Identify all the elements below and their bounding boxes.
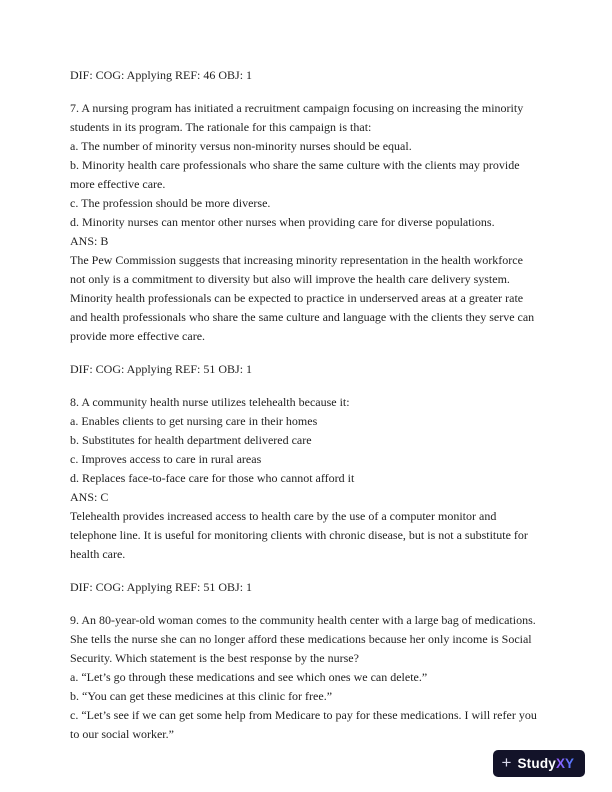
question-7-option-d: d. Minority nurses can mentor other nurses when providing care for diverse populations.: [70, 215, 495, 229]
page-content: [70, 66, 541, 744]
plus-icon: +: [501, 753, 512, 772]
question-7-answer: ANS: B: [70, 234, 109, 248]
question-8-option-a: a. Enables clients to get nursing care in their homes: [70, 414, 318, 428]
question-9-option-a: a. “Let’s go through these medications and see which ones we can delete.”: [70, 670, 428, 684]
question-8-option-c: c. Improves access to care in rural areas: [70, 452, 262, 466]
question-9-stem: 9. An 80-year-old woman comes to the community health center with a large bag of medications. She tells the nurse she can no longer afford these medications because her only income is Social Security. Which statement is the best response by the nurse?: [70, 613, 536, 665]
question-9-option-b: b. “You can get these medicines at this clinic for free.”: [70, 689, 333, 703]
brand-xy-text: XY: [555, 755, 574, 771]
dif-ref-line-2: DIF: COG: Applying REF: 51 OBJ: 1: [70, 362, 253, 376]
studyxy-logo: [493, 750, 585, 777]
question-9: [70, 611, 541, 744]
question-7: [70, 99, 541, 346]
dif-ref-line-1: DIF: COG: Applying REF: 46 OBJ: 1: [70, 68, 253, 82]
question-9-option-c: c. “Let’s see if we can get some help from Medicare to pay for these medications. I will refer you to our social worker.”: [70, 708, 537, 741]
question-8-stem: 8. A community health nurse utilizes telehealth because it:: [70, 395, 350, 409]
question-8-rationale: Telehealth provides increased access to health care by the use of a computer monitor and telephone line. It is useful for monitoring clients with chronic disease, but is not a substitute for health care.: [70, 509, 528, 561]
question-8-answer: ANS: C: [70, 490, 109, 504]
question-8-option-b: b. Substitutes for health department delivered care: [70, 433, 312, 447]
question-8: [70, 393, 541, 564]
question-7-option-a: a. The number of minority versus non-minority nurses should be equal.: [70, 139, 412, 153]
dif-ref-line-3: DIF: COG: Applying REF: 51 OBJ: 1: [70, 580, 253, 594]
question-7-rationale: The Pew Commission suggests that increasing minority representation in the health workforce not only is a commitment to diversity but also will improve the health care delivery system. Minority health professionals can be expected to practice in underserved areas at a greater rate and health professionals who share the same culture and language with the clients they serve can provide more effective care.: [70, 253, 535, 343]
question-8-option-d: d. Replaces face-to-face care for those who cannot afford it: [70, 471, 355, 485]
question-7-option-c: c. The profession should be more diverse.: [70, 196, 271, 210]
brand-study-text: Study: [517, 755, 556, 771]
question-7-stem: 7. A nursing program has initiated a recruitment campaign focusing on increasing the minority students in its program. The rationale for this campaign is that:: [70, 101, 524, 134]
brand-wordmark: [517, 754, 574, 774]
question-7-option-b: b. Minority health care professionals who share the same culture with the clients may provide more effective care.: [70, 158, 520, 191]
